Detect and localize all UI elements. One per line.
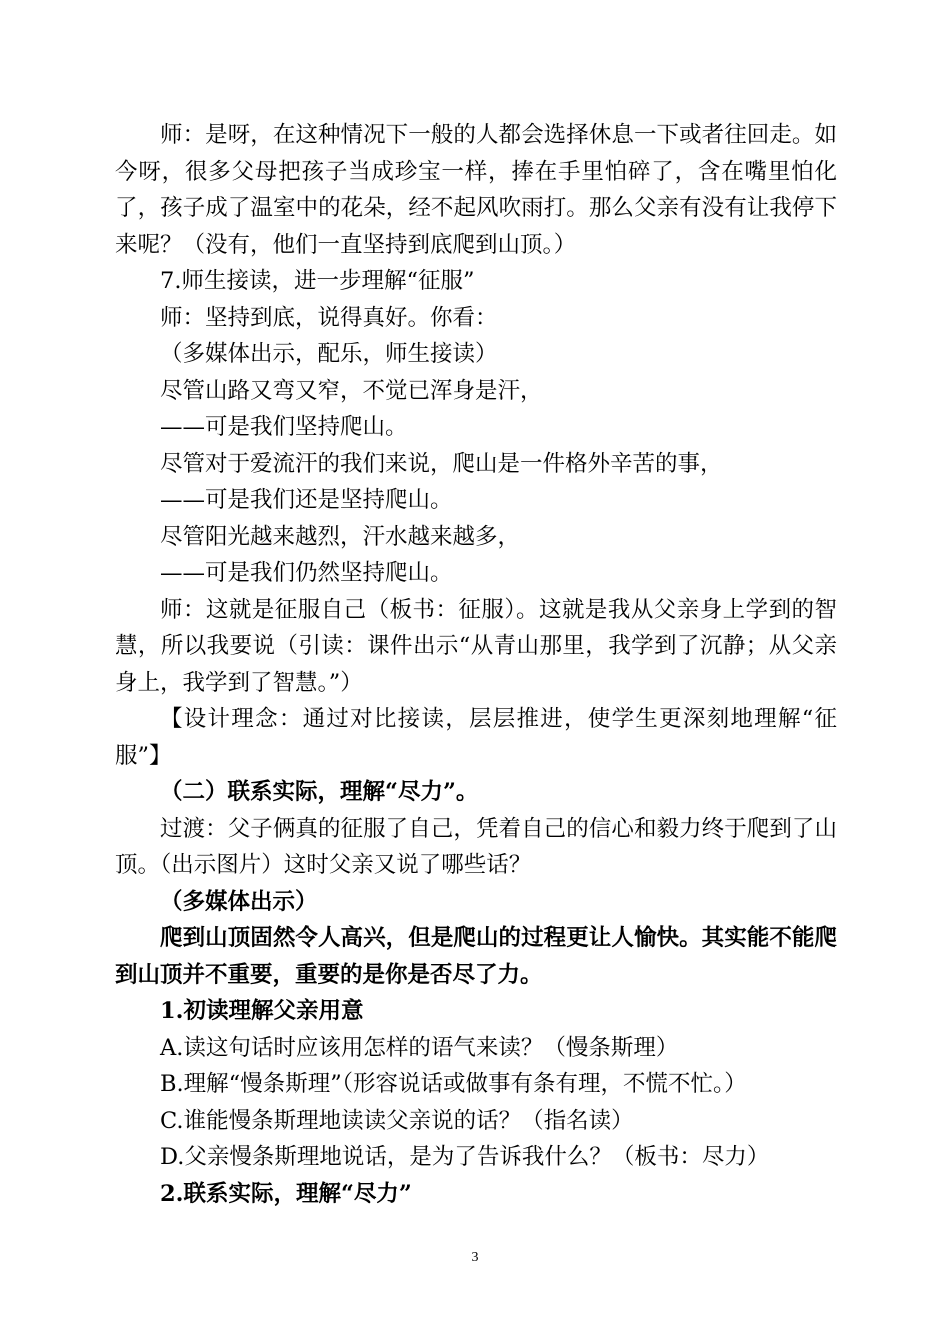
question-b: B.理解“慢条斯理”（形容说话或做事有条有理，不慌不忙。） bbox=[160, 1071, 747, 1097]
stage-direction: （多媒体出示，配乐，师生接读） bbox=[160, 341, 498, 367]
transition-paragraph: 过渡：父子俩真的征服了自己，凭着自己的信心和毅力终于爬到了山顶。（出示图片）这时父亲又说了哪些话？ bbox=[115, 815, 837, 878]
question-c: C.谁能慢条斯理地读读父亲说的话？（指名读） bbox=[160, 1107, 634, 1134]
design-concept-note: 【设计理念：通过对比接读，层层推进，使学生更深刻地理解“征服”】 bbox=[115, 706, 837, 769]
section-heading-2: （二）联系实际，理解“尽力”。 bbox=[160, 779, 479, 805]
paragraph-teacher-dialogue-1: 师：是呀，在这种情况下一般的人都会选择休息一下或者往回走。如今呀，很多父母把孩子当成珍宝一样，捧在手里怕碎了，含在嘴里怕化了，孩子成了温室中的花朵，经不起风吹雨打。那么父亲有没有让我停下来呢？（没有，他们一直坚持到底爬到山顶。） bbox=[115, 122, 837, 258]
reading-line-3: 尽管阳光越来越烈，汗水越来越多， bbox=[160, 523, 521, 550]
reading-line-2: 尽管对于爱流汗的我们来说，爬山是一件格外辛苦的事， bbox=[160, 450, 723, 477]
question-a: A.读这句话时应该用怎样的语气来读？（慢条斯理） bbox=[160, 1034, 679, 1061]
reading-response-1: ——可是我们坚持爬山。 bbox=[160, 414, 408, 440]
step-7-heading: 7.师生接读，进一步理解“征服” bbox=[160, 268, 475, 294]
paragraph-teacher-dialogue-2: 师：坚持到底，说得真好。你看： bbox=[160, 304, 498, 331]
document-body bbox=[115, 117, 837, 1212]
reading-response-2: ——可是我们还是坚持爬山。 bbox=[160, 487, 453, 513]
reading-response-3: ——可是我们仍然坚持爬山。 bbox=[160, 560, 453, 586]
question-d: D.父亲慢条斯理地说话，是为了告诉我什么？（板书：尽力） bbox=[160, 1144, 770, 1170]
paragraph-teacher-dialogue-3: 师：这就是征服自己（板书：征服）。这就是我从父亲身上学到的智慧，所以我要说（引读：课件出示“从青山那里，我学到了沉静；从父亲身上，我学到了智慧。”） bbox=[115, 596, 837, 696]
step-2-heading: 2.联系实际，理解“尽力” bbox=[160, 1180, 412, 1207]
page-number: 3 bbox=[471, 1250, 479, 1265]
step-1-heading: 1.初读理解父亲用意 bbox=[160, 998, 364, 1024]
multimedia-direction: （多媒体出示） bbox=[160, 888, 318, 915]
father-quote: 爬到山顶固然令人高兴，但是爬山的过程更让人愉快。其实能不能爬到山顶并不重要，重要的是你是否尽了力。 bbox=[115, 925, 837, 988]
reading-line-1: 尽管山路又弯又窄，不觉已浑身是汗， bbox=[160, 377, 543, 404]
